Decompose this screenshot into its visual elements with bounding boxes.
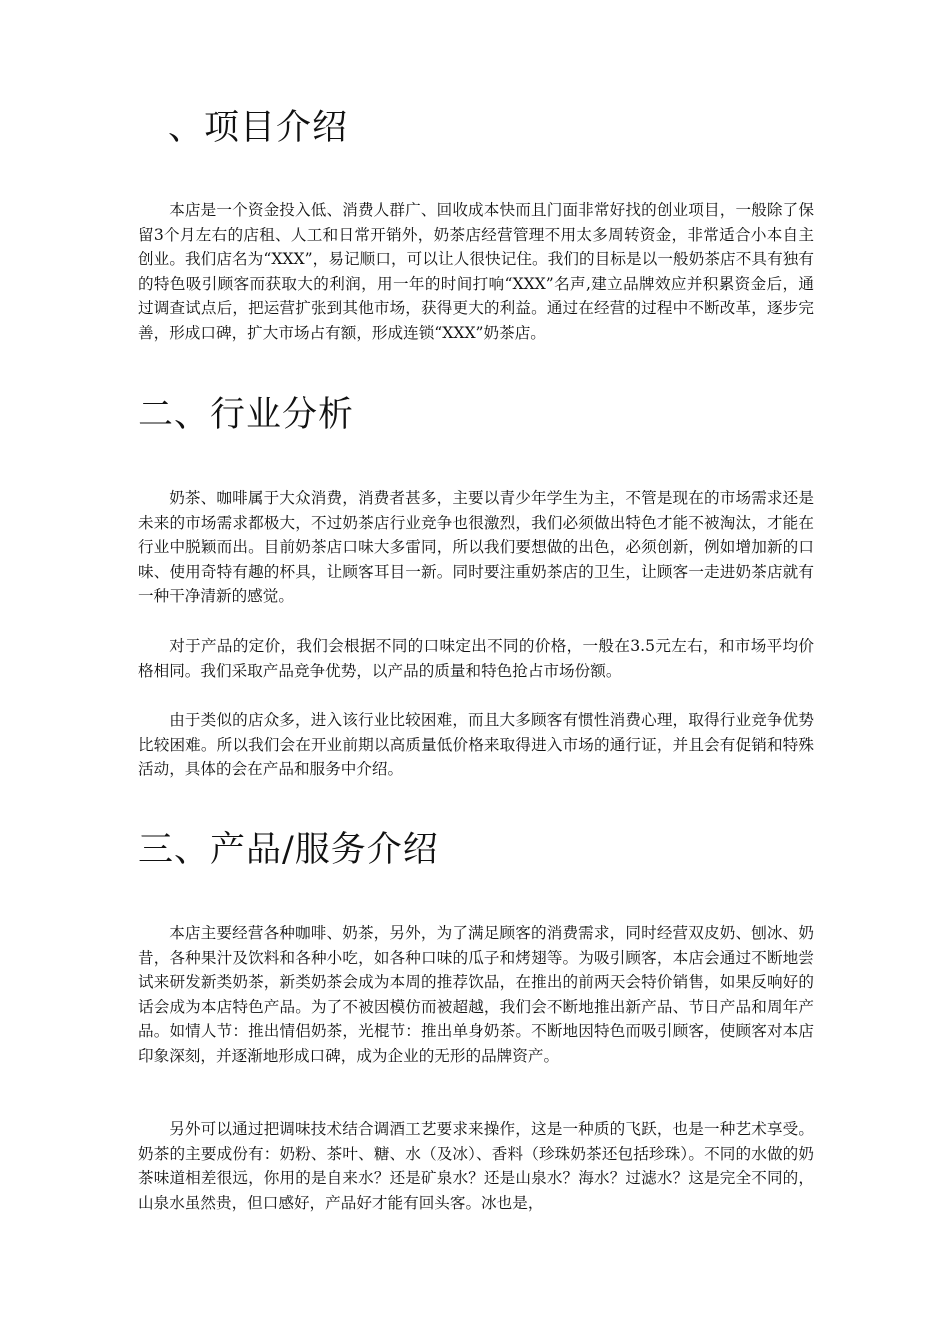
paragraph-industry-analysis-3: 由于类似的店众多，进入该行业比较困难，而且大多顾客有惯性消费心理，取得行业竞争优势比较困难。所以我们会在开业前期以高质量低价格来取得进入市场的通行证，并且会有促销和特殊活动，具体的会在产品和服务中介绍。 xyxy=(138,711,814,779)
paragraph-industry-analysis-2: 对于产品的定价，我们会根据不同的口味定出不同的价格，一般在3.5元左右，和市场平均价格相同。我们采取产品竞争优势，以产品的质量和特色抢占市场份额。 xyxy=(138,637,814,680)
section-heading-product-service: 三、产品/服务介绍 xyxy=(138,830,439,870)
section-heading-industry-analysis: 二、行业分析 xyxy=(138,395,355,435)
paragraph-product-service-1: 本店主要经营各种咖啡、奶茶，另外，为了满足顾客的消费需求，同时经营双皮奶、刨冰、奶昔，各种果汁及饮料和各种小吃，如各种口味的瓜子和烤翅等。为吸引顾客，本店会通过不断地尝试来研发新类奶茶，新类奶茶会成为本周的推荐饮品，在推出的前两天会特价销售，如果反响好的话会成为本店特色产品。为了不被因模仿而被超越，我们会不断地推出新产品、节日产品和周年产品。如情人节：推出情侣奶茶，光棍节：推出单身奶茶。不断地因特色而吸引顾客，使顾客对本店印象深刻，并逐渐地形成口碑，成为企业的无形的品牌资产。 xyxy=(138,924,814,1065)
paragraph-product-service-2: 另外可以通过把调味技术结合调酒工艺要求来操作，这是一种质的飞跃，也是一种艺术享受。奶茶的主要成份有：奶粉、茶叶、糖、水（及冰）、香料（珍珠奶茶还包括珍珠）。不同的水做的奶茶味道相差很远，你用的是自来水？还是矿泉水？还是山泉水？海水？过滤水？这是完全不同的，山泉水虽然贵，但口感好，产品好才能有回头客。冰也是， xyxy=(138,1120,814,1212)
section-heading-project-intro: 、项目介绍 xyxy=(168,108,349,148)
paragraph-project-intro: 本店是一个资金投入低、消费人群广、回收成本快而且门面非常好找的创业项目，一般除了保留3个月左右的店租、人工和日常开销外，奶茶店经营管理不用太多周转资金，非常适合小本自主创业。我们店名为“XXX”，易记顺口，可以让人很快记住。我们的目标是以一般奶茶店不具有独有的特色吸引顾客而获取大的利润，用一年的时间打响“XXX”名声,建立品牌效应并积累资金后，通过调查试点后，把运营扩张到其他市场，获得更大的利益。通过在经营的过程中不断改革，逐步完善，形成口碑，扩大市场占有额，形成连锁“XXX”奶茶店。 xyxy=(138,201,814,342)
paragraph-industry-analysis-1: 奶茶、咖啡属于大众消费，消费者甚多，主要以青少年学生为主，不管是现在的市场需求还是未来的市场需求都极大，不过奶茶店行业竞争也很激烈，我们必须做出特色才能不被淘汰，才能在行业中脱颖而出。目前奶茶店口味大多雷同，所以我们要想做的出色，必须创新，例如增加新的口味、使用奇特有趣的杯具，让顾客耳目一新。同时要注重奶茶店的卫生，让顾客一走进奶茶店就有一种干净清新的感觉。 xyxy=(138,489,814,606)
